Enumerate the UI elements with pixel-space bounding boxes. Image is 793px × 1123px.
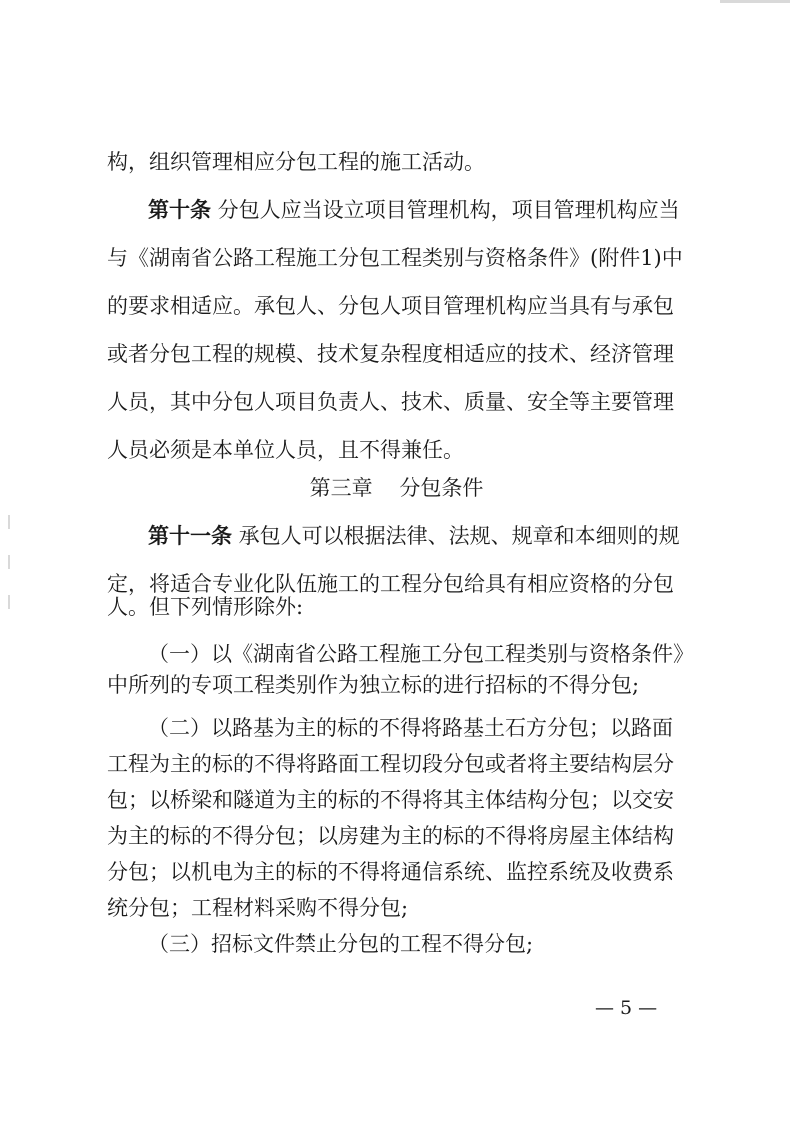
line-text: 人。但下列情形除外: — [107, 595, 304, 619]
line-text: 包；以桥梁和隧道为主的标的不得将其主体结构分包；以交安 — [107, 788, 674, 812]
page-number: — 5 — — [595, 997, 658, 1019]
scan-mark — [720, 0, 790, 3]
article-10-first-line — [148, 197, 680, 223]
list-item-3 — [148, 931, 533, 957]
scan-mark — [8, 555, 10, 569]
text-line — [107, 823, 674, 849]
text-line — [107, 859, 674, 885]
line-text: 或者分包工程的规模、技术复杂程度相适应的技术、经济管理 — [107, 342, 674, 366]
line-text: 定，将适合专业化队伍施工的工程分包给具有相应资格的分包 — [107, 572, 674, 596]
text-line — [107, 293, 674, 319]
text-line — [107, 341, 674, 367]
line-text: （一）以《湖南省公路工程施工分包工程类别与资格条件》 — [148, 642, 694, 666]
text-line — [107, 594, 303, 620]
text-line — [107, 895, 408, 921]
text-line — [107, 389, 674, 415]
line-text: 人员必须是本单位人员，且不得兼任。 — [107, 438, 464, 462]
chapter-heading: 第三章 分包条件 — [309, 476, 484, 500]
list-item-1 — [148, 641, 694, 667]
text-line — [107, 787, 674, 813]
line-text: 承包人可以根据法律、法规、规章和本细则的规 — [232, 524, 680, 548]
line-text: 构，组织管理相应分包工程的施工活动。 — [107, 150, 485, 174]
text-line — [107, 437, 464, 463]
line-text: 的要求相适应。承包人、分包人项目管理机构应当具有与承包 — [107, 294, 674, 318]
text-line — [107, 245, 683, 271]
line-text: 与《湖南省公路工程施工分包工程类别与资格条件》(附件1)中 — [107, 246, 683, 270]
line-text: 为主的标的不得分包；以房建为主的标的不得将房屋主体结构 — [107, 824, 674, 848]
list-item-2 — [148, 715, 673, 741]
scan-mark — [8, 515, 10, 529]
text-line — [107, 672, 639, 698]
scan-mark — [8, 595, 10, 609]
article-11-first-line — [148, 523, 680, 549]
article-label: 第十一条 — [148, 524, 232, 548]
line-text: 分包人应当设立项目管理机构，项目管理机构应当 — [211, 198, 680, 222]
line-text: 人员，其中分包人项目负责人、技术、质量、安全等主要管理 — [107, 390, 674, 414]
line-text: 分包；以机电为主的标的不得将通信系统、监控系统及收费系 — [107, 860, 674, 884]
text-line — [107, 751, 674, 777]
line-text: （三）招标文件禁止分包的工程不得分包; — [148, 932, 534, 956]
line-text: 工程为主的标的不得将路面工程切段分包或者将主要结构层分 — [107, 752, 674, 776]
line-text: （二）以路基为主的标的不得将路基土石方分包；以路面 — [148, 716, 673, 740]
line-text: 中所列的专项工程类别作为独立标的进行招标的不得分包; — [107, 673, 640, 697]
text-line — [107, 149, 485, 175]
article-label: 第十条 — [148, 198, 211, 222]
line-text: 统分包；工程材料采购不得分包; — [107, 896, 409, 920]
